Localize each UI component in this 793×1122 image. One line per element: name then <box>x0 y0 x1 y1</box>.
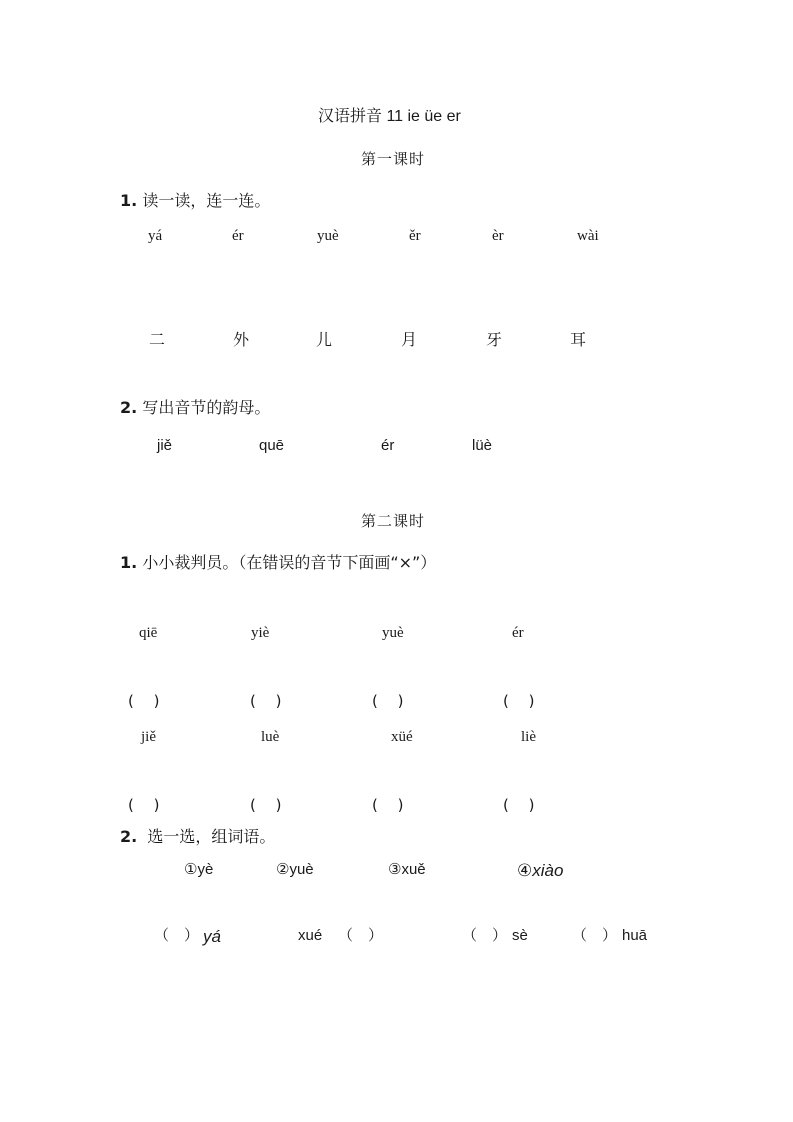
word-blank[interactable]: （ ） <box>338 926 384 944</box>
syllable: yuè <box>317 228 339 244</box>
hanzi-character: 月 <box>401 330 418 349</box>
judge-syllable: ér <box>512 625 524 641</box>
question-text: 读一读，连一连。 <box>142 191 271 210</box>
answer-paren[interactable]: ( ) <box>128 692 160 710</box>
word-blank[interactable]: （ ） <box>154 926 200 944</box>
page-title: 汉语拼音 11 ie üe er <box>318 108 461 125</box>
question-number: 2. <box>120 398 138 417</box>
answer-paren[interactable]: ( ) <box>128 796 160 814</box>
answer-paren[interactable]: ( ) <box>503 796 535 814</box>
question-number: 1. <box>120 553 138 572</box>
lesson-heading-1: 第一课时 <box>361 150 426 168</box>
final-syllable: ér <box>381 437 395 454</box>
hanzi-character: 外 <box>233 330 250 349</box>
word-syllable: yá <box>203 927 221 946</box>
word-syllable: sè <box>512 927 528 944</box>
judge-syllable: xüé <box>391 729 413 745</box>
answer-paren[interactable]: ( ) <box>250 796 282 814</box>
question-number: 1. <box>120 191 138 210</box>
judge-syllable: yiè <box>251 625 270 641</box>
syllable: ěr <box>409 228 421 244</box>
answer-paren[interactable]: ( ) <box>503 692 535 710</box>
word-option: ②yuè <box>276 861 314 878</box>
question-text: 小小裁判员。（在错误的音节下面画“×”） <box>142 553 437 572</box>
judge-syllable: qiē <box>139 625 158 641</box>
question-text: 写出音节的韵母。 <box>142 398 271 417</box>
question-2-2 <box>120 829 275 845</box>
word-blank[interactable]: （ ） <box>572 926 618 944</box>
word-option: ①yè <box>184 861 214 878</box>
judge-syllable: jiě <box>141 729 156 745</box>
lesson-heading-2: 第二课时 <box>361 512 426 530</box>
question-number: 2. <box>120 827 138 846</box>
judge-syllable: yuè <box>382 625 404 641</box>
syllable: ér <box>232 228 244 244</box>
answer-paren[interactable]: ( ) <box>372 692 404 710</box>
hanzi-character: 儿 <box>316 330 333 349</box>
hanzi-character: 牙 <box>486 330 503 349</box>
judge-syllable: luè <box>261 729 280 745</box>
word-syllable: xué <box>298 927 323 944</box>
hanzi-character: 耳 <box>570 330 587 349</box>
question-2-1 <box>120 555 436 571</box>
syllable: yá <box>148 228 163 244</box>
answer-paren[interactable]: ( ) <box>372 796 404 814</box>
hanzi-character: 二 <box>149 330 166 349</box>
final-syllable: lüè <box>472 437 493 454</box>
question-text: 选一选，组词语。 <box>147 827 276 846</box>
word-syllable: huā <box>622 927 648 944</box>
word-option: ③xuě <box>388 861 426 878</box>
word-option: ④xiào <box>517 861 564 880</box>
judge-syllable: liè <box>521 729 536 745</box>
question-1-2 <box>120 400 270 416</box>
question-1-1 <box>120 193 270 209</box>
final-syllable: jiě <box>157 437 173 454</box>
word-blank[interactable]: （ ） <box>462 926 508 944</box>
final-syllable: quē <box>259 437 285 454</box>
syllable: wài <box>577 228 599 244</box>
syllable: èr <box>492 228 504 244</box>
answer-paren[interactable]: ( ) <box>250 692 282 710</box>
